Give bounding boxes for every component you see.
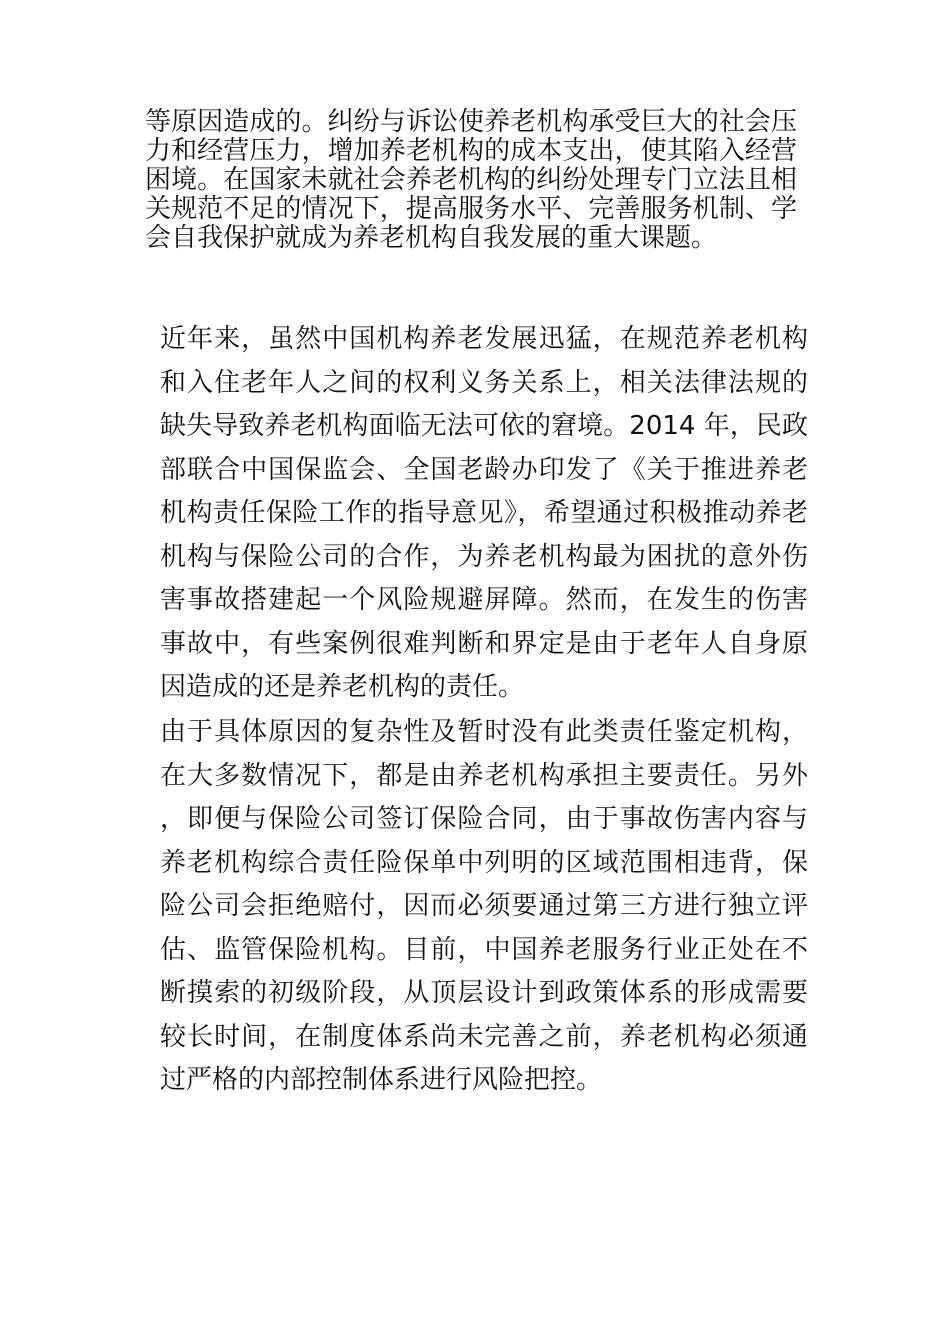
paragraph-3: 由于具体原因的复杂性及暂时没有此类责任鉴定机构，在大多数情况下，都是由养老机构承担主要责任。另外，即便与保险公司签订保险合同，由于事故伤害内容与养老机构综合责任险保单中列明的区域范围相违背，保险公司会拒绝赔付，因而必须要通过第三方进行独立评估、监管保险机构。目前，中国养老服务行业正处在不断摸索的初级阶段，从顶层设计到政策体系的形成需要较长时间，在制度体系尚未完善之前，养老机构必须通过严格的内部控制体系进行风险把控。 bbox=[160, 717, 808, 1095]
paragraph-1: 等原因造成的。纠纷与诉讼使养老机构承受巨大的社会压力和经营压力，增加养老机构的成本支出，使其陷入经营困境。在国家未就社会养老机构的纠纷处理专门立法且相关规范不足的情况下，提高服务水平、完善服务机制、学会自我保护就成为养老机构自我发展的重大课题。 bbox=[145, 107, 797, 253]
paragraph-2: 近年来，虽然中国机构养老发展迅猛，在规范养老机构和入住老年人之间的权利义务关系上，相关法律法规的缺失导致养老机构面临无法可依的窘境。2014 年，民政部联合中国保监会、全国老龄办印发了《关于推进养老机构责任保险工作的指导意见》，希望通过积极推动养老机构与保险公司的合作，为养老机构最为困扰的意外伤害事故搭建起一个风险规避屏障。然而，在发生的伤害事故中，有些案例很难判断和界定是由于老年人自身原因造成的还是养老机构的责任。 bbox=[160, 324, 808, 702]
